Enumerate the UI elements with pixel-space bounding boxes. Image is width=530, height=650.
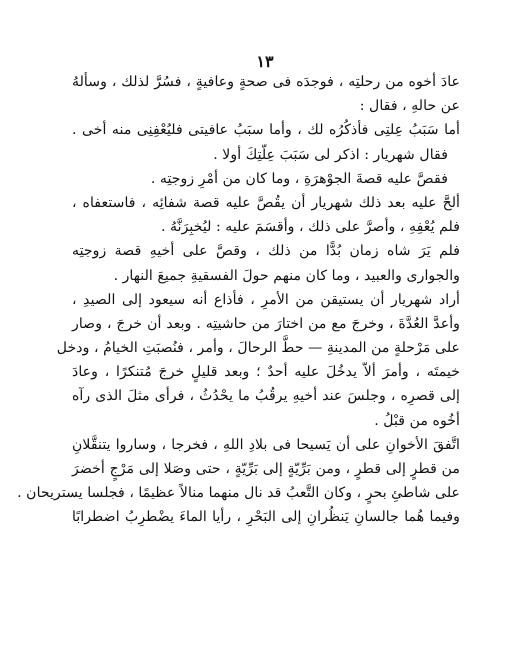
body-text [17, 70, 460, 530]
text-line: وفيما هُما جالسانِ يَنظُرانِ إلى البَحْرِ ، رأيا الماءَ يضْطرِبُ اضطرابًا [72, 509, 460, 526]
text-line: عادَ أخوه من رحلتِه ، فوجدَه فى صحةٍ وعافيةٍ ، فسُرَّ لذلك ، وسألهُ [72, 74, 460, 90]
text-line: من قطرٍ إلى قطرٍ ، ومن بَرِّيّةٍ إلى بَرِّيّةٍ ، حتى وصَلا إلى مَرْجٍ أخضرَ [72, 461, 460, 477]
text-line: أما سَبَبُ عِلتِى فأذكُرُه لك ، وأما سبَبُ عافيتى فليُعْفِنِى منه أخى . [72, 122, 460, 139]
text-line: إلى قصرِه ، وجلسَ عند أخيهِ يرقُبُ ما يحْدُثُ ، فرأى مثلَ الذى رآه [72, 388, 460, 405]
text-line: عن حالهِ ، فقال : [359, 98, 460, 115]
text-line: على مَرْحلةٍ من المدينةِ — حطَّ الرحالَ ، وأمر ، فنُصبَتِ الخيامُ ، ودخل [56, 340, 460, 357]
text-line: خيمتَه ، وأمرَ ألاّ يدخُلَ عليه أحدٌ ؛ وبعد قليلٍ خرجَ مُتنكرًا ، وعادَ [72, 364, 460, 381]
text-line: أراد شهريار أن يستيقن من الأمرِ ، فأذاع أنه سيعود إلى الصيدِ ، [72, 291, 460, 308]
text-line: فقال شهريار : اذكر لى سَبَبَ عِلّتِكَ أولا . [213, 146, 448, 163]
text-line: والجوارى والعبيد ، وما كان منهم حولَ الفسقيةِ جميعَ النهار . [113, 267, 460, 284]
text-line: فلم يَرَ شاه زمان بُدًّا من ذلك ، وقصَّ على أخيهِ قصة زوجتِه [72, 243, 460, 260]
page-number: ١٣ [256, 52, 274, 71]
text-line: ألحَّ عليه بعد ذلك شهريار أن يقُصَّ عليه قصة شفائِه ، فاستعفاه ، [72, 194, 460, 211]
text-line: أخُوه من قبْلُ . [374, 412, 460, 429]
text-line: على شاطئِ بحرٍ ، وكان التَّعبُ قد نال منهما منالاً عظيمًا ، فجلسا يستريحان . [17, 485, 460, 502]
text-line: فلم يُعْفِهِ ، وأصرَّ على ذلك ، وأقسَمَ عليه : ليُخبِرَنَّهُ . [161, 219, 460, 236]
text-line: اتَّفقَ الأخوانِ على أن يَسيحا فى بلادِ اللهِ ، فخرجا ، وساروا يتنقَّلانِ [72, 436, 460, 453]
text-line: وأعدَّ العُدَّةَ ، وخرجَ مع من اختارَ من حاشيتِه . وبعد أن خرجَ ، وصار [72, 315, 460, 332]
text-line: فقصَّ عليه قصةَ الجوْهرَةِ ، وما كان من أمْرِ زوجتِه . [150, 170, 448, 187]
